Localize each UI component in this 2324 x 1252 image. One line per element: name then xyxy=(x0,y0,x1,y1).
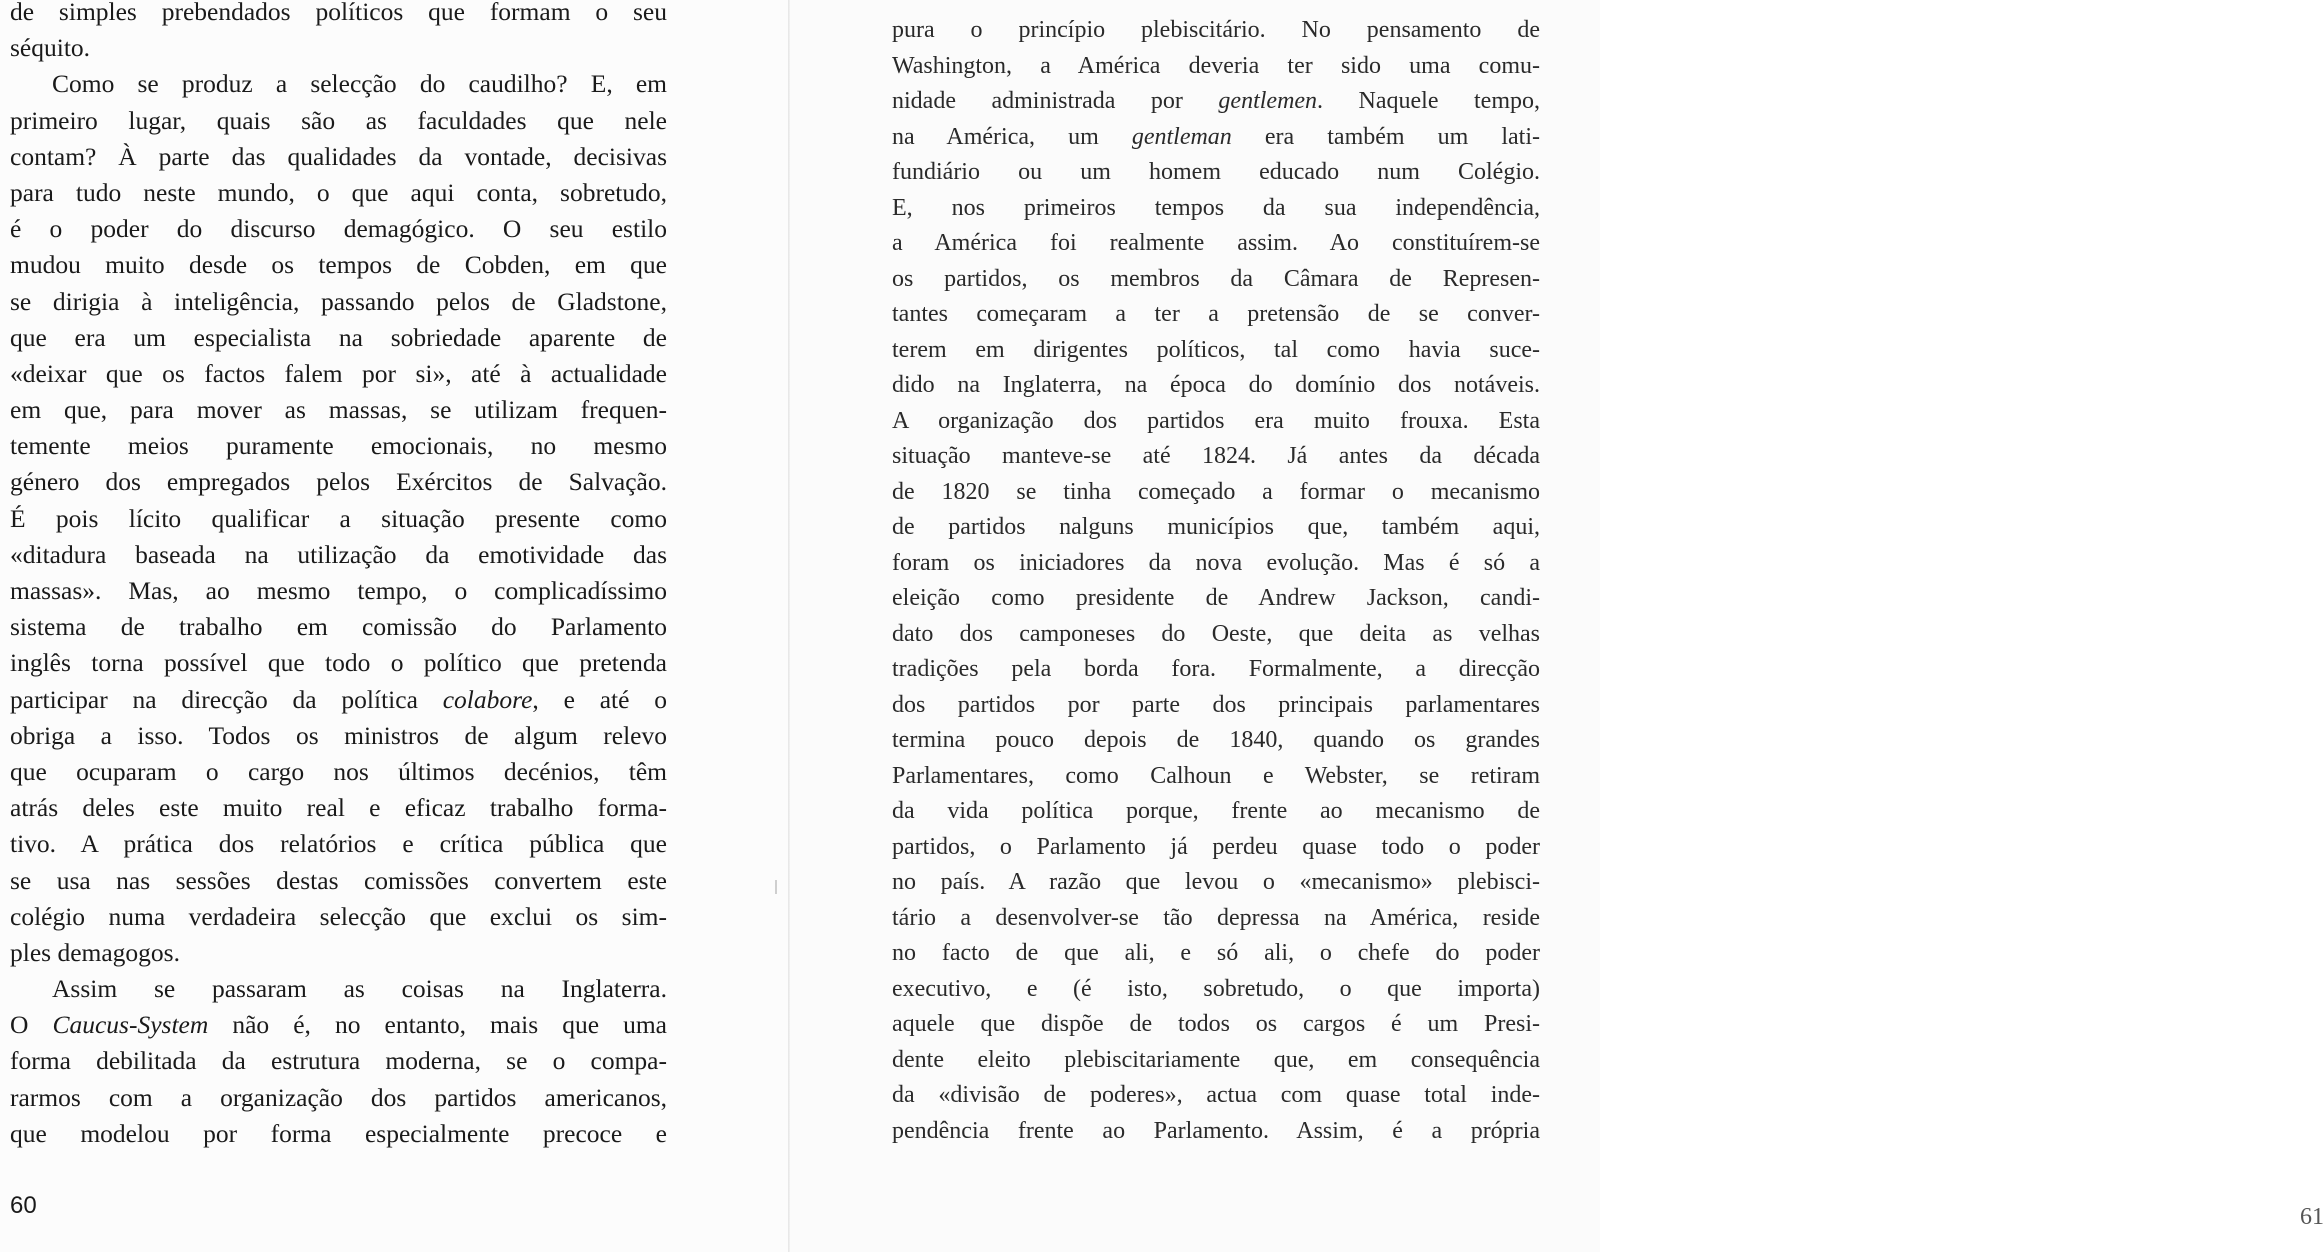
left-page-line: É pois lícito qualificar a situação presente como xyxy=(10,503,667,533)
left-page-line: que ocuparam o cargo nos últimos decénios, têm xyxy=(10,756,667,786)
right-page-line: na América, um gentleman era também um lati- xyxy=(892,123,1541,150)
right-page-line: Washington, a América deveria ter sido uma comu- xyxy=(892,52,1540,79)
left-page-line: massas». Mas, ao mesmo tempo, o complicadíssimo xyxy=(10,576,667,605)
left-page xyxy=(0,0,790,1252)
left-page-line: mudou muito desde os tempos de Cobden, em que xyxy=(10,250,667,280)
left-page-line: temente meios puramente emocionais, no mesmo xyxy=(10,431,667,461)
right-page-line: da «divisão de poderes», actua com quase total inde- xyxy=(892,1082,1540,1108)
right-page xyxy=(790,0,2324,1252)
left-page-line: se usa nas sessões destas comissões convertem este xyxy=(10,865,667,895)
left-page-line: colégio numa verdadeira selecção que exclui os sim- xyxy=(10,901,667,931)
right-page-text xyxy=(892,13,1540,1149)
left-page-line: ples demagogos. xyxy=(10,937,180,967)
left-page-line: contam? À parte das qualidades da vontade, decisivas xyxy=(10,141,667,171)
left-page-line: tivo. A prática dos relatórios e crítica pública que xyxy=(10,829,667,859)
left-page-line: para tudo neste mundo, o que aqui conta, sobretudo, xyxy=(10,177,667,207)
left-page-line: inglês torna possível que todo o político que pretenda xyxy=(10,648,667,678)
right-page-line: pendência frente ao Parlamento. Assim, é a própria xyxy=(892,1117,1540,1144)
left-page-line: obriga a isso. Todos os ministros de algum relevo xyxy=(10,720,667,750)
left-page-line: se dirigia à inteligência, passando pelos de Gladstone, xyxy=(10,286,667,316)
right-page-line: de 1820 se tinha começado a formar o mecanismo xyxy=(892,478,1540,505)
right-page-number: 61 xyxy=(2300,1204,2324,1230)
gutter-mark xyxy=(775,880,777,894)
right-page-line: dente eleito plebiscitariamente que, em consequência xyxy=(892,1046,1540,1073)
right-page-line: dido na Inglaterra, na época do domínio dos notáveis. xyxy=(892,372,1540,398)
left-page-number: 60 xyxy=(10,1192,37,1219)
left-page-line: que era um especialista na sobriedade aparente de xyxy=(10,322,667,352)
right-page-line: situação manteve-se até 1824. Já antes da década xyxy=(892,443,1540,469)
right-page-line: pura o princípio plebiscitário. No pensamento de xyxy=(892,17,1540,43)
left-page-line: O Caucus-System não é, no entanto, mais que uma xyxy=(10,1010,668,1040)
left-page-line: «deixar que os factos falem por si», até à actualidade xyxy=(10,358,667,388)
right-page-line: da vida política porque, frente ao mecanismo de xyxy=(892,798,1540,824)
right-page-line: dos partidos por parte dos principais parlamentares xyxy=(892,691,1540,718)
right-page-line: fundiário ou um homem educado num Colégio. xyxy=(892,159,1540,185)
right-page-line: no facto de que ali, e só ali, o chefe do poder xyxy=(892,940,1540,966)
left-page-text xyxy=(10,0,667,1152)
right-page-line: os partidos, os membros da Câmara de Represen- xyxy=(892,265,1540,292)
left-page-line: género dos empregados pelos Exércitos de Salvação. xyxy=(10,467,667,497)
left-page-line: rarmos com a organização dos partidos americanos, xyxy=(10,1082,667,1112)
left-page-line: é o poder do discurso demagógico. O seu estilo xyxy=(10,214,667,244)
right-page-line: terem em dirigentes políticos, tal como havia suce- xyxy=(892,336,1540,363)
right-page-line: de partidos nalguns municípios que, também aqui, xyxy=(892,514,1540,540)
left-page-line: forma debilitada da estrutura moderna, se o compa- xyxy=(10,1046,667,1076)
left-page-line: primeiro lugar, quais são as faculdades que nele xyxy=(10,105,667,135)
left-page-line: sistema de trabalho em comissão do Parlamento xyxy=(10,612,667,642)
left-page-line: participar na direcção da política colabore, e até o xyxy=(10,684,667,714)
right-page-line: nidade administrada por gentlemen. Naquele tempo, xyxy=(892,88,1540,114)
right-page-line: termina pouco depois de 1840, quando os grandes xyxy=(892,727,1540,753)
left-page-line: séquito. xyxy=(10,33,91,63)
left-page-line: Assim se passaram as coisas na Inglaterra. xyxy=(52,974,667,1004)
right-page-line: aquele que dispõe de todos os cargos é um Presi- xyxy=(892,1011,1540,1037)
right-page-line: Parlamentares, como Calhoun e Webster, se retiram xyxy=(892,762,1540,789)
right-page-line: tário a desenvolver-se tão depressa na América, reside xyxy=(892,904,1540,931)
left-page-line: em que, para mover as massas, se utilizam frequen- xyxy=(10,395,667,425)
left-page-line: de simples prebendados políticos que formam o seu xyxy=(10,0,667,26)
right-page-line: a América foi realmente assim. Ao constituírem-se xyxy=(892,230,1540,256)
right-page-line: E, nos primeiros tempos da sua independência, xyxy=(892,194,1540,221)
right-page-line: eleição como presidente de Andrew Jackson, candi- xyxy=(892,585,1540,611)
right-page-line: partidos, o Parlamento já perdeu quase todo o poder xyxy=(892,833,1540,860)
right-page-line: dato dos camponeses do Oeste, que deita as velhas xyxy=(892,620,1540,647)
right-page-line: foram os iniciadores da nova evolução. Mas é só a xyxy=(892,549,1540,576)
right-page-line: tantes começaram a ter a pretensão de se conver- xyxy=(892,301,1540,327)
right-page-line: no país. A razão que levou o «mecanismo» plebisci- xyxy=(892,869,1540,895)
left-page-line: que modelou por forma especialmente precoce e xyxy=(10,1118,667,1148)
left-page-line: Como se produz a selecção do caudilho? E, em xyxy=(52,69,667,99)
right-page-line: A organização dos partidos era muito frouxa. Esta xyxy=(892,407,1540,434)
right-page-line: tradições pela borda fora. Formalmente, a direcção xyxy=(892,656,1540,682)
left-page-line: «ditadura baseada na utilização da emotividade das xyxy=(10,539,667,569)
left-page-line: atrás deles este muito real e eficaz trabalho forma- xyxy=(10,793,667,823)
right-page-line: executivo, e (é isto, sobretudo, o que importa) xyxy=(892,975,1540,1002)
